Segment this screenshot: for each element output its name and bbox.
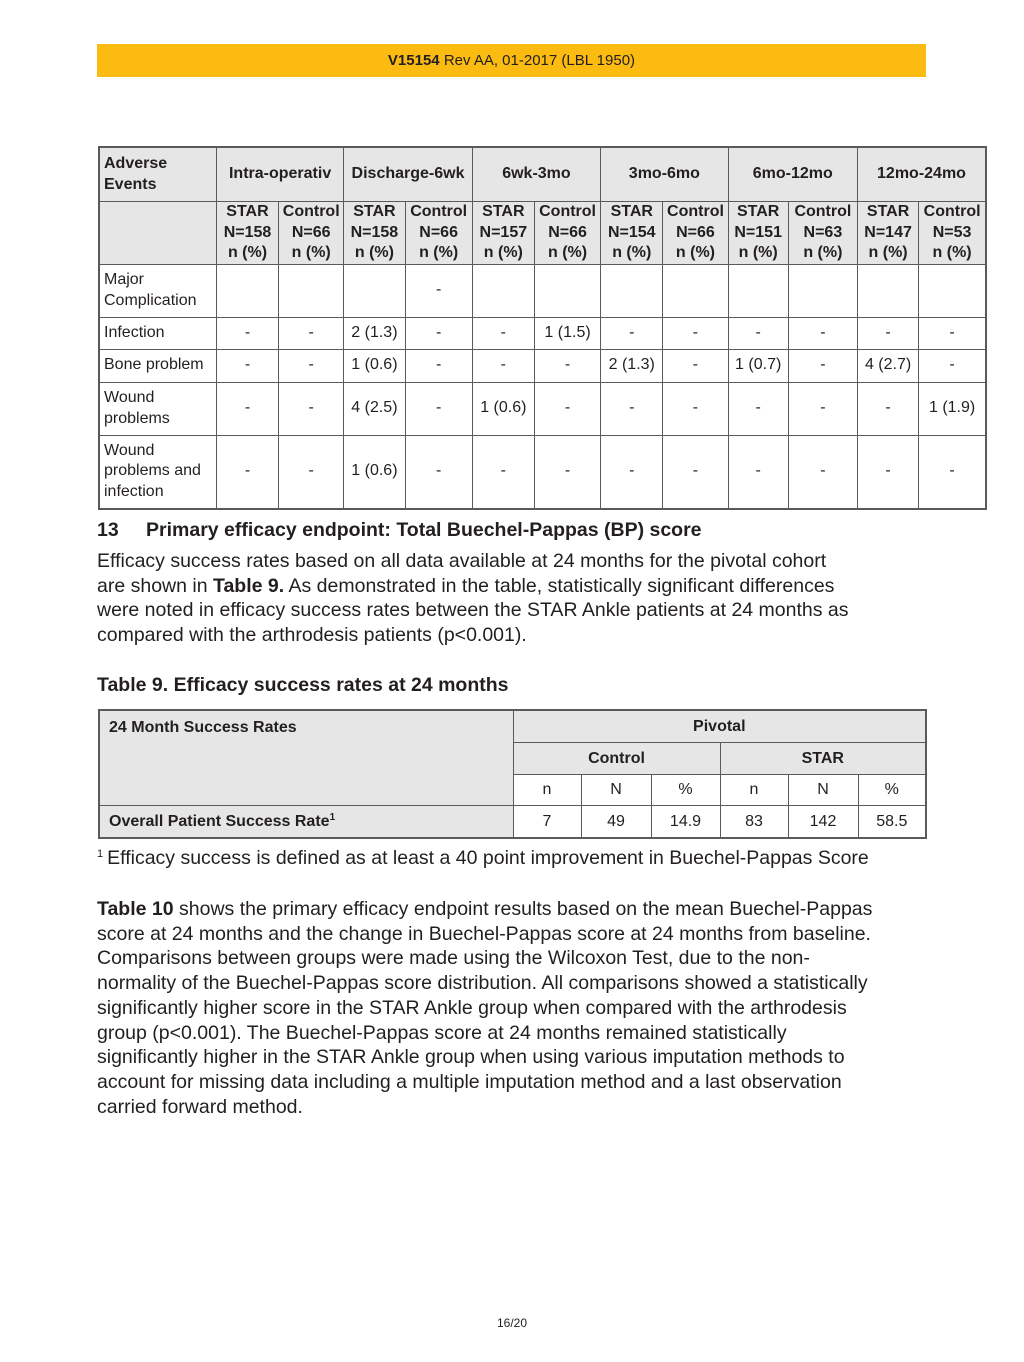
ae-subheader-cell	[405, 202, 472, 265]
ae-subheader-line: STAR	[610, 203, 653, 220]
table9-title: Table 9. Efficacy success rates at 24 months	[97, 674, 509, 696]
table-cell: -	[405, 382, 472, 435]
paragraph-line: significantly higher score in the STAR Ankle group when compared with the arthrodesis	[97, 996, 847, 1019]
t9-row-label	[99, 806, 513, 839]
footnote-text: Efficacy success is defined as at least a 40 point improvement in Buechel-Pappas Score	[107, 847, 869, 869]
table-cell: -	[663, 382, 728, 435]
table9-reference: Table 9.	[212, 574, 285, 597]
paragraph-line: compared with the arthrodesis patients (p<0.001).	[97, 624, 527, 647]
ae-subheader-line: N=158	[350, 223, 399, 241]
ae-row-label: Bone problem	[99, 349, 216, 382]
paragraph-line: score at 24 months and the change in Buechel-Pappas score at 24 months from baseline.	[97, 922, 871, 945]
table-cell: -	[279, 349, 344, 382]
ae-subheader-line: Control	[282, 203, 340, 220]
ae-subheader-line: STAR	[736, 203, 780, 220]
t9-col-header: N	[788, 775, 858, 806]
ae-subheader-line: n (%)	[547, 244, 588, 261]
table-cell: -	[601, 382, 663, 435]
ae-subheader-cell	[216, 202, 278, 265]
doc-id: V15154	[387, 52, 440, 69]
paragraph-line: significantly higher in the STAR Ankle group when using various imputation methods to	[97, 1046, 845, 1069]
table-cell: -	[534, 382, 600, 435]
t9-arm-header: Control	[513, 743, 720, 775]
table-row	[99, 349, 986, 382]
ae-subheader-cell	[788, 202, 857, 265]
ae-header-row	[99, 147, 986, 202]
adverse-events-table	[98, 146, 987, 510]
table-cell: 1 (1.9)	[919, 382, 986, 435]
t9-col-header: %	[651, 775, 720, 806]
efficacy-success-table	[98, 709, 927, 839]
ae-subheader-cell	[601, 202, 663, 265]
section-number: 13	[97, 519, 119, 541]
ae-subheader-cell	[279, 202, 344, 265]
ae-subheader-line: n (%)	[868, 244, 908, 261]
table-cell: -	[663, 435, 728, 509]
table-cell: -	[601, 435, 663, 509]
table-row	[99, 382, 986, 435]
ae-row-label: Wound problems and infection	[99, 435, 216, 509]
ae-subheader-line: N=53	[932, 223, 972, 241]
table-cell: -	[405, 317, 472, 349]
ae-subheader-line: N=63	[803, 223, 843, 241]
table-cell: -	[728, 317, 788, 349]
table-row	[99, 317, 986, 349]
ae-period-header: 3mo-6mo	[601, 147, 728, 202]
t9-group-header: Pivotal	[513, 710, 926, 743]
table-cell: -	[728, 435, 788, 509]
ae-subheader-line: STAR	[482, 203, 525, 220]
table-cell: 83	[720, 806, 788, 839]
ae-subheader-line: n (%)	[738, 244, 778, 261]
text-run: As demonstrated in the table, statistically significant differences	[284, 574, 835, 597]
table-cell: -	[534, 435, 600, 509]
table-cell: 2 (1.3)	[344, 317, 405, 349]
ae-subheader-line: Control	[410, 203, 468, 220]
ae-row-label: Wound problems	[99, 382, 216, 435]
table-cell: -	[472, 317, 534, 349]
ae-row-label: Major Complication	[99, 264, 216, 317]
ae-subheader-line: Control	[539, 203, 596, 220]
table-cell: -	[405, 435, 472, 509]
ae-period-header: Discharge-6wk	[344, 147, 472, 202]
ae-subheader-line: N=158	[223, 223, 272, 241]
table-cell	[663, 264, 728, 317]
ae-merged-value: -	[435, 281, 442, 299]
table-cell: -	[919, 317, 986, 349]
ae-subheader-line: Control	[794, 203, 852, 220]
footnote-mark: 1	[97, 848, 104, 860]
table-cell: 4 (2.7)	[857, 349, 918, 382]
table-row	[99, 264, 986, 317]
ae-subheader-line: N=66	[676, 223, 715, 241]
table-cell: -	[216, 435, 278, 509]
text-run: shows the primary efficacy endpoint results based on the mean Buechel-Pappas	[173, 898, 873, 920]
table-cell: 1 (0.6)	[344, 435, 405, 509]
table-cell: -	[534, 349, 600, 382]
ae-subheader-line: n (%)	[419, 244, 459, 261]
ae-subheader-line: STAR	[226, 203, 269, 220]
ae-subheader-line: STAR	[866, 203, 910, 220]
ae-subheader-cell	[344, 202, 405, 265]
ae-subheader-blank	[99, 202, 216, 265]
table-cell	[405, 264, 472, 317]
table-row	[99, 806, 926, 839]
ae-subheader-cell	[534, 202, 600, 265]
t9-col-header: n	[720, 775, 788, 806]
ae-subheader-cell	[728, 202, 788, 265]
table-cell: 14.9	[651, 806, 720, 839]
paragraph-line: Efficacy success rates based on all data available at 24 months for the pivotal cohort	[97, 550, 827, 572]
text-run: are shown in	[97, 574, 213, 597]
ae-subheader-line: n (%)	[675, 244, 716, 261]
ae-subheader-line: n (%)	[803, 244, 843, 261]
ae-subheader-line: n (%)	[227, 244, 268, 261]
ae-subheader-line: N=154	[607, 223, 656, 241]
table10-paragraph	[97, 897, 937, 1119]
table-cell: 1 (0.6)	[472, 382, 534, 435]
paragraph-line: carried forward method.	[97, 1095, 303, 1118]
table-row	[99, 710, 926, 743]
table-cell	[601, 264, 663, 317]
table-cell	[857, 264, 918, 317]
ae-row-label: Infection	[99, 317, 216, 349]
ae-subheader-row	[99, 202, 986, 265]
table-cell: -	[216, 382, 278, 435]
doc-revision: Rev AA, 01-2017 (LBL 1950)	[443, 52, 636, 69]
table-cell: -	[728, 382, 788, 435]
ae-subheader-line: N=66	[291, 223, 331, 241]
ae-subheader-line: n (%)	[483, 244, 523, 261]
footnote	[97, 847, 869, 870]
footnote-marker: 1	[329, 812, 336, 823]
table-cell	[788, 264, 857, 317]
paragraph-line: were noted in efficacy success rates between the STAR Ankle patients at 24 months as	[97, 599, 849, 622]
paragraph-line	[97, 574, 937, 599]
table-cell: 142	[788, 806, 858, 839]
table-cell	[919, 264, 986, 317]
ae-subheader-line: N=66	[548, 223, 587, 241]
table-cell	[728, 264, 788, 317]
ae-subheader-cell	[472, 202, 534, 265]
table-cell: -	[788, 435, 857, 509]
ae-period-header: 6mo-12mo	[728, 147, 857, 202]
ae-period-header: Intra-operativ	[216, 147, 343, 202]
table-cell: 1 (0.7)	[728, 349, 788, 382]
ae-subheader-line: n (%)	[612, 244, 652, 261]
table-cell: -	[216, 317, 278, 349]
ae-period-header: 12mo-24mo	[857, 147, 986, 202]
ae-subheader-line: n (%)	[354, 244, 394, 261]
table-cell	[279, 264, 344, 317]
t9-col-header: n	[513, 775, 581, 806]
ae-subheader-cell	[663, 202, 728, 265]
ae-subheader-line: n (%)	[932, 244, 972, 261]
table-cell: -	[601, 317, 663, 349]
table10-reference: Table 10	[97, 898, 174, 920]
table-cell: -	[857, 317, 918, 349]
ae-subheader-line: Control	[667, 203, 724, 220]
t9-row-header: 24 Month Success Rates	[99, 710, 513, 806]
ae-subheader-line: n (%)	[291, 244, 331, 261]
table-cell: 58.5	[858, 806, 926, 839]
table-cell: 4 (2.5)	[344, 382, 405, 435]
table-cell: -	[857, 382, 918, 435]
table-row	[99, 435, 986, 509]
table-cell: -	[279, 435, 344, 509]
table-cell: -	[788, 349, 857, 382]
table-cell: -	[472, 349, 534, 382]
table-cell: -	[279, 382, 344, 435]
table-cell: -	[788, 317, 857, 349]
document-header-banner	[97, 44, 926, 77]
t9-row-label-text: Overall Patient Success Rate	[109, 813, 330, 830]
table-cell	[216, 264, 278, 317]
page-number: 16/20	[496, 1316, 528, 1330]
paragraph-line: normality of the Buechel-Pappas score distribution. All comparisons showed a statistically	[97, 972, 868, 995]
table-cell: -	[663, 317, 728, 349]
section13-paragraph	[97, 549, 937, 648]
paragraph-line: group (p<0.001). The Buechel-Pappas score at 24 months remained statistically	[97, 1021, 787, 1044]
paragraph-line: Comparisons between groups were made using the Wilcoxon Test, due to the non-	[97, 947, 810, 970]
ae-subheader-cell	[919, 202, 986, 265]
table-cell: -	[216, 349, 278, 382]
ae-subheader-line: N=151	[734, 223, 782, 241]
table-cell: -	[663, 349, 728, 382]
table-cell	[534, 264, 600, 317]
table-cell: -	[788, 382, 857, 435]
section-heading	[97, 519, 702, 542]
ae-subheader-line: N=147	[864, 223, 912, 241]
table-cell: 2 (1.3)	[601, 349, 663, 382]
table-cell: -	[279, 317, 344, 349]
t9-col-header: %	[858, 775, 926, 806]
table-cell: 49	[581, 806, 651, 839]
ae-subheader-line: N=66	[419, 223, 458, 241]
section-title: Primary efficacy endpoint: Total Buechel-Pappas (BP) score	[146, 519, 702, 541]
table-cell	[472, 264, 534, 317]
table-cell: -	[919, 435, 986, 509]
ae-subheader-line: N=157	[479, 223, 528, 241]
table-cell: -	[857, 435, 918, 509]
paragraph-line: account for missing data including a multiple imputation method and a last observation	[97, 1070, 842, 1093]
table-cell: 1 (1.5)	[534, 317, 600, 349]
ae-subheader-cell	[857, 202, 918, 265]
t9-col-header: N	[581, 775, 651, 806]
table-cell: 7	[513, 806, 581, 839]
ae-header-events: Adverse Events	[99, 147, 216, 202]
table-cell: -	[919, 349, 986, 382]
table-cell: -	[405, 349, 472, 382]
paragraph-line	[97, 897, 937, 922]
t9-arm-header: STAR	[720, 743, 926, 775]
ae-subheader-line: STAR	[353, 203, 396, 220]
ae-subheader-line: Control	[923, 203, 981, 220]
table-cell: 1 (0.6)	[344, 349, 405, 382]
ae-period-header: 6wk-3mo	[472, 147, 600, 202]
table-cell: -	[472, 435, 534, 509]
table-cell	[344, 264, 405, 317]
